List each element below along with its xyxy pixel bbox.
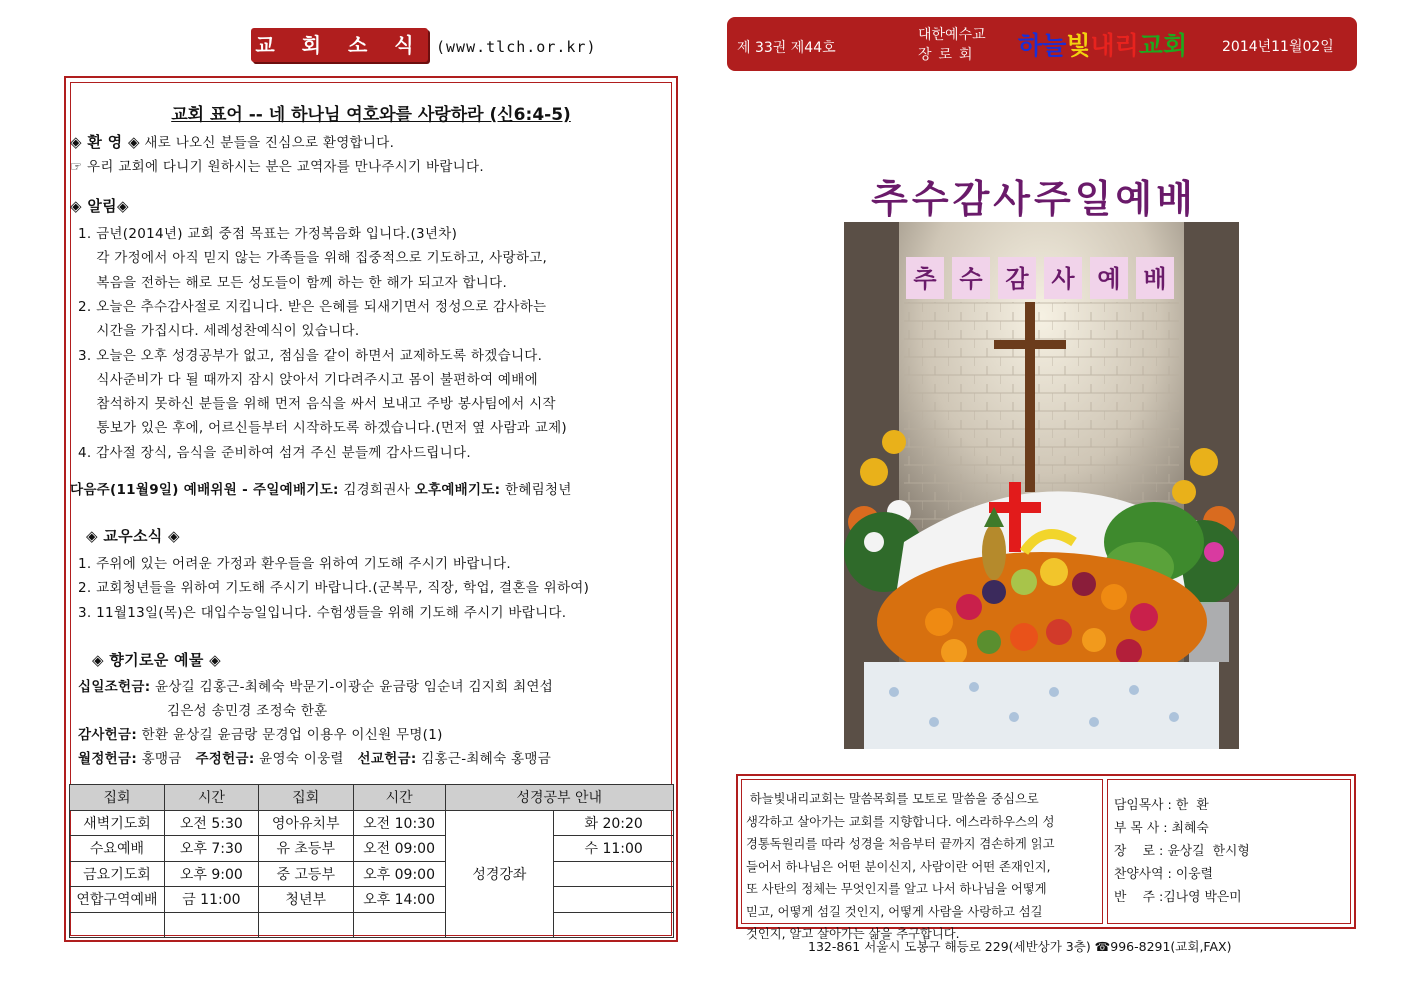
table-row [70, 810, 674, 836]
monthly-names: 홍맹금 [137, 751, 187, 767]
schedule-header: 시간 [353, 785, 445, 811]
staff-line: 반 주 :김나영 박은미 [1114, 890, 1242, 905]
prayer-item: 2. 교회청년들을 위하여 기도해 주시기 바랍니다.(군복무, 직장, 학업, 결혼을 위하여) [78, 580, 590, 597]
notice-item: 2. 오늘은 추수감사절로 지킵니다. 받은 은혜를 되새기면서 정성으로 감사하는 [78, 298, 547, 315]
banner-char: 예 [1097, 265, 1121, 293]
thanks-names: 한환 윤상길 윤금랑 문경업 이용우 이신원 무명(1) [137, 727, 443, 743]
notice-item: 식사준비가 다 될 때까지 잠시 앉아서 기다려주시고 몸이 불편하여 예배에 [78, 371, 538, 388]
notice-item: 4. 감사절 장식, 음식을 준비하여 섬겨 주신 분들께 감사드립니다. [78, 444, 471, 461]
notice-item: 통보가 있은 후에, 어르신들부터 시작하도록 하겠습니다.(먼저 옆 사람과 교제) [78, 420, 567, 437]
thanks-label: 감사헌금: [78, 727, 138, 743]
notice-item: 복음을 전하는 해로 모든 성도들이 함께 하는 한 해가 되고자 합니다. [78, 274, 508, 291]
table-cell-empty [258, 912, 353, 938]
monthly-label: 월정헌금: [78, 751, 138, 767]
mission-line: 경통독원리를 따라 성경을 처음부터 끝까지 겸손하게 읽고 [746, 837, 1055, 851]
next-week-line [70, 478, 572, 498]
table-cell: 오후 9:00 [164, 861, 258, 887]
table-cell: 유 초등부 [258, 836, 353, 862]
table-row [70, 836, 674, 862]
mission-offering-label: 선교헌금: [357, 751, 417, 767]
staff-line: 장 로 : 윤상길 한시형 [1114, 844, 1250, 859]
table-row [70, 861, 674, 887]
notice-item: 각 가정에서 아직 믿지 않는 가족들을 위해 집중적으로 기도하고, 사랑하고, [78, 250, 548, 267]
study-name: 성경강좌 [445, 810, 554, 938]
thanksgiving-altar-photo [844, 222, 1239, 749]
next-week-label: 다음주(11월9일) 예배위원 - 주일예배기도: [70, 482, 339, 498]
schedule-header: 집회 [258, 785, 353, 811]
banner-char: 사 [1051, 265, 1075, 293]
table-row [70, 887, 674, 913]
notice-item: 3. 오늘은 오후 성경공부가 없고, 점심을 같이 하면서 교제하도록 하겠습니다. [78, 347, 543, 364]
church-motto: 교회 표어 -- 네 하나님 여호와를 사랑하라 (신6:4-5) [171, 105, 571, 125]
table-cell-empty [554, 887, 674, 913]
table-cell: 오후 7:30 [164, 836, 258, 862]
weekly-label: 주정헌금: [195, 751, 255, 767]
table-cell: 청년부 [258, 887, 353, 913]
church-name-char: 리 [1114, 31, 1139, 60]
table-cell-empty [353, 912, 445, 938]
church-name-char: 내 [1090, 31, 1115, 60]
notice-heading: ◈ 알림◈ [70, 197, 129, 215]
bulletin-date: 2014년11월02일 [1222, 39, 1334, 55]
table-cell: 금 11:00 [164, 887, 258, 913]
mission-line: 들어서 하나님은 어떤 분이신지, 사람이란 어떤 존재인지, [746, 859, 1051, 874]
study-time: 수 11:00 [554, 836, 674, 862]
tithe-label: 십일조헌금: [78, 679, 151, 695]
service-title: 추수감사주일예배 [871, 177, 1197, 221]
notice-item: 1. 금년(2014년) 교회 중점 목표는 가정복음화 입니다.(3년차) [78, 226, 458, 242]
table-cell-empty [554, 912, 674, 938]
mission-line: 믿고, 어떻게 섬길 것인지, 어떻게 사람을 사랑하고 섬길 [746, 904, 1043, 919]
table-cell: 오후 09:00 [353, 861, 445, 887]
church-name-char: 늘 [1042, 31, 1067, 60]
welcome-text: 새로 나오신 분들을 진심으로 환영합니다. [139, 135, 395, 151]
table-cell: 오후 14:00 [353, 887, 445, 913]
welcome-line [70, 131, 394, 152]
table-cell-empty [554, 861, 674, 887]
tithe-line [78, 675, 553, 695]
mission-line: 또 사탄의 정체는 무엇인지를 알고 나서 하나님을 어떻게 [746, 882, 1047, 896]
prayer-item: 3. 11월13일(목)은 대입수능일입니다. 수험생들을 위해 기도해 주시기 바랍니다. [78, 604, 567, 621]
church-name-char: 하 [1018, 31, 1043, 60]
tithe-names-cont: 김은성 송민경 조정숙 한훈 [167, 703, 328, 719]
table-cell: 오전 5:30 [164, 810, 258, 836]
prayer-item: 1. 주위에 있는 어려운 가정과 환우들을 위하여 기도해 주시기 바랍니다. [78, 556, 511, 572]
table-cell: 수요예배 [70, 836, 165, 862]
church-mission [741, 779, 1103, 941]
notice-item: 시간을 가집시다. 세례성찬예식이 있습니다. [78, 323, 360, 340]
schedule-header: 시간 [164, 785, 258, 811]
church-name-char: 회 [1162, 31, 1188, 60]
next-week-evening: 한혜림청년 [500, 482, 572, 498]
schedule-header: 집회 [70, 785, 165, 811]
staff-line: 찬양사역 : 이웅렬 [1114, 867, 1213, 882]
table-cell: 오전 09:00 [353, 836, 445, 862]
table-row [70, 912, 674, 938]
notice-item: 참석하지 못하신 분들을 위해 먼저 음식을 싸서 보내고 주방 봉사팀에서 시작 [78, 396, 556, 413]
study-time: 화 20:20 [554, 810, 674, 836]
table-cell-empty [70, 912, 165, 938]
monthly-line [78, 747, 551, 767]
tithe-names: 윤상길 김홍근-최혜숙 박문기-이광순 윤금랑 임순녀 김지희 최연섭 [150, 679, 554, 695]
volume-number: 제 33권 제44호 [737, 40, 836, 56]
thanks-line [78, 723, 443, 743]
table-cell: 중 고등부 [258, 861, 353, 887]
schedule-header: 성경공부 안내 [445, 785, 673, 811]
mission-offering-names: 김홍근-최혜숙 홍맹금 [416, 751, 552, 767]
banner-char: 수 [959, 265, 983, 293]
section-title: 교 회 소 식 [251, 28, 428, 62]
church-address: 132-861 서울시 도봉구 해등로 229(세반상가 3층) ☎996-8291(교회,FAX) [808, 939, 1232, 954]
church-name-char: 교 [1138, 31, 1163, 60]
table-cell-empty [164, 912, 258, 938]
welcome-heading: ◈ 환 영 ◈ [70, 133, 140, 151]
table-cell: 연합구역예배 [70, 887, 165, 913]
banner-char: 배 [1143, 265, 1167, 293]
next-week-morning: 김경희권사 [338, 482, 415, 498]
offering-heading: ◈ 향기로운 예물 ◈ [92, 651, 221, 669]
weekly-names: 윤영숙 이웅렬 [254, 751, 349, 767]
banner-char: 추 [913, 265, 937, 293]
welcome-note: ☞ 우리 교회에 다니기 원하시는 분은 교역자를 만나주시기 바랍니다. [70, 159, 484, 175]
mission-line: 생각하고 살아가는 교회를 지향합니다. 에스라하우스의 성 [746, 814, 1055, 829]
prayer-heading: ◈ 교우소식 ◈ [86, 527, 180, 545]
table-cell: 새벽기도회 [70, 810, 165, 836]
table-cell: 금요기도회 [70, 861, 165, 887]
schedule-header-row [70, 785, 674, 811]
website-url[interactable]: (www.tlch.or.kr) [436, 38, 597, 56]
schedule-table [69, 784, 674, 938]
church-name-char: 빛 [1066, 31, 1091, 60]
mission-line: 하늘빛내리교회는 말씀목회를 모토로 말씀을 중심으로 [746, 792, 1039, 806]
church-staff [1107, 779, 1351, 924]
next-week-evening-label: 오후예배기도: [414, 482, 501, 498]
denomination-line2: 장로회 [918, 47, 980, 63]
denomination-line1: 대한예수교 [918, 27, 986, 43]
mission-line: 것인지, 알고 살아가는 삶을 추구합니다. [746, 927, 960, 941]
staff-line: 부 목 사 : 최혜숙 [1114, 821, 1209, 836]
altar-illustration [844, 222, 1239, 749]
church-name [1018, 26, 1187, 62]
staff-line: 담임목사 : 한 환 [1114, 798, 1209, 813]
table-cell: 오전 10:30 [353, 810, 445, 836]
table-cell: 영아유치부 [258, 810, 353, 836]
banner-char: 감 [1005, 265, 1029, 293]
